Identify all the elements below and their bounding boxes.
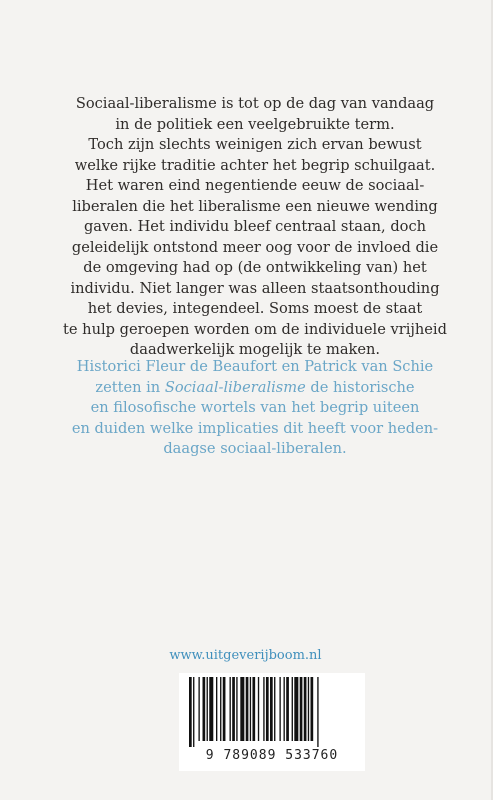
barcode-bar	[230, 677, 231, 741]
barcode-bar	[220, 677, 221, 741]
barcode-bar	[311, 677, 314, 741]
barcode-bar	[207, 677, 208, 741]
blurb-accent-fragment: de historische	[305, 378, 415, 396]
publisher-website[interactable]: www.uitgeverijboom.nl	[169, 648, 322, 663]
blurb-accent-line: daagse sociaal-liberalen.	[163, 440, 347, 457]
blurb-line: Toch zijn slechts weinigen zich ervan bewust	[88, 136, 422, 153]
barcode-bar	[216, 677, 217, 741]
barcode-bar	[292, 677, 293, 741]
blurb-line: welke rijke traditie achter het begrip schuilgaat.	[74, 156, 436, 174]
barcode-bar	[193, 677, 194, 747]
blurb-line: daadwerkelijk mogelijk te maken.	[129, 341, 381, 358]
book-title-italic: Sociaal-liberalisme	[164, 378, 306, 396]
barcode-bar	[284, 677, 285, 741]
blurb-line: Het waren eind negentiende eeuw de sociaal-	[85, 177, 425, 194]
blurb-line: gaven. Het individu bleef centraal staan, doch	[83, 218, 427, 235]
barcode-bar	[274, 677, 275, 741]
isbn-barcode	[179, 673, 365, 771]
barcode-bar	[250, 677, 251, 741]
blurb-accent-line: Historici Fleur de Beaufort en Patrick van Schie	[76, 358, 434, 375]
barcode-bar	[252, 677, 255, 741]
blurb-line: het devies, integendeel. Soms moest de staat	[87, 300, 423, 317]
barcode-bar	[279, 677, 280, 741]
barcode-bar	[266, 677, 269, 741]
blurb-line: te hulp geroepen worden om de individuele vrijheid	[63, 320, 447, 338]
barcode-bar	[304, 677, 307, 741]
barcode-bar	[209, 677, 213, 741]
barcode-bars	[185, 677, 359, 747]
barcode-bar	[317, 677, 318, 747]
barcode-bar	[270, 677, 273, 741]
barcode-bar	[198, 677, 199, 741]
barcode-bar	[246, 677, 249, 741]
barcode-bar	[258, 677, 259, 741]
blurb-accent-line: en duiden welke implicaties dit heeft voor heden-	[71, 419, 439, 437]
barcode-bar	[232, 677, 235, 741]
barcode-bar	[294, 677, 298, 741]
barcode-bar	[236, 677, 237, 741]
barcode-bar	[300, 677, 303, 741]
blurb-accent-line	[60, 378, 450, 399]
barcode-bar	[308, 677, 309, 741]
barcode-bar	[286, 677, 289, 741]
blurb-line: Sociaal-liberalisme is tot op de dag van vandaag	[75, 95, 435, 112]
blurb-accent-fragment: zetten in	[95, 378, 165, 396]
blurb-main-paragraph	[60, 94, 450, 361]
barcode-bar	[203, 677, 206, 741]
blurb-accent-line: en filosofische wortels van het begrip uiteen	[90, 399, 420, 416]
blurb-line: liberalen die het liberalisme een nieuwe wending	[72, 197, 438, 215]
blurb-line: in de politiek een veelgebruikte term.	[115, 115, 395, 133]
blurb-line: geleidelijk ontstond meer oog voor de invloed die	[71, 238, 439, 256]
barcode-bar	[240, 677, 244, 741]
barcode-bar	[223, 677, 226, 741]
barcode-bar	[189, 677, 192, 747]
blurb-authors-paragraph	[60, 357, 450, 460]
isbn-digits: 9 789089 533760	[205, 748, 339, 763]
blurb-line: de omgeving had op (de ontwikkeling van) het	[83, 259, 427, 276]
blurb-line: individu. Niet langer was alleen staatsonthouding	[70, 279, 440, 297]
barcode-bar	[263, 677, 264, 741]
